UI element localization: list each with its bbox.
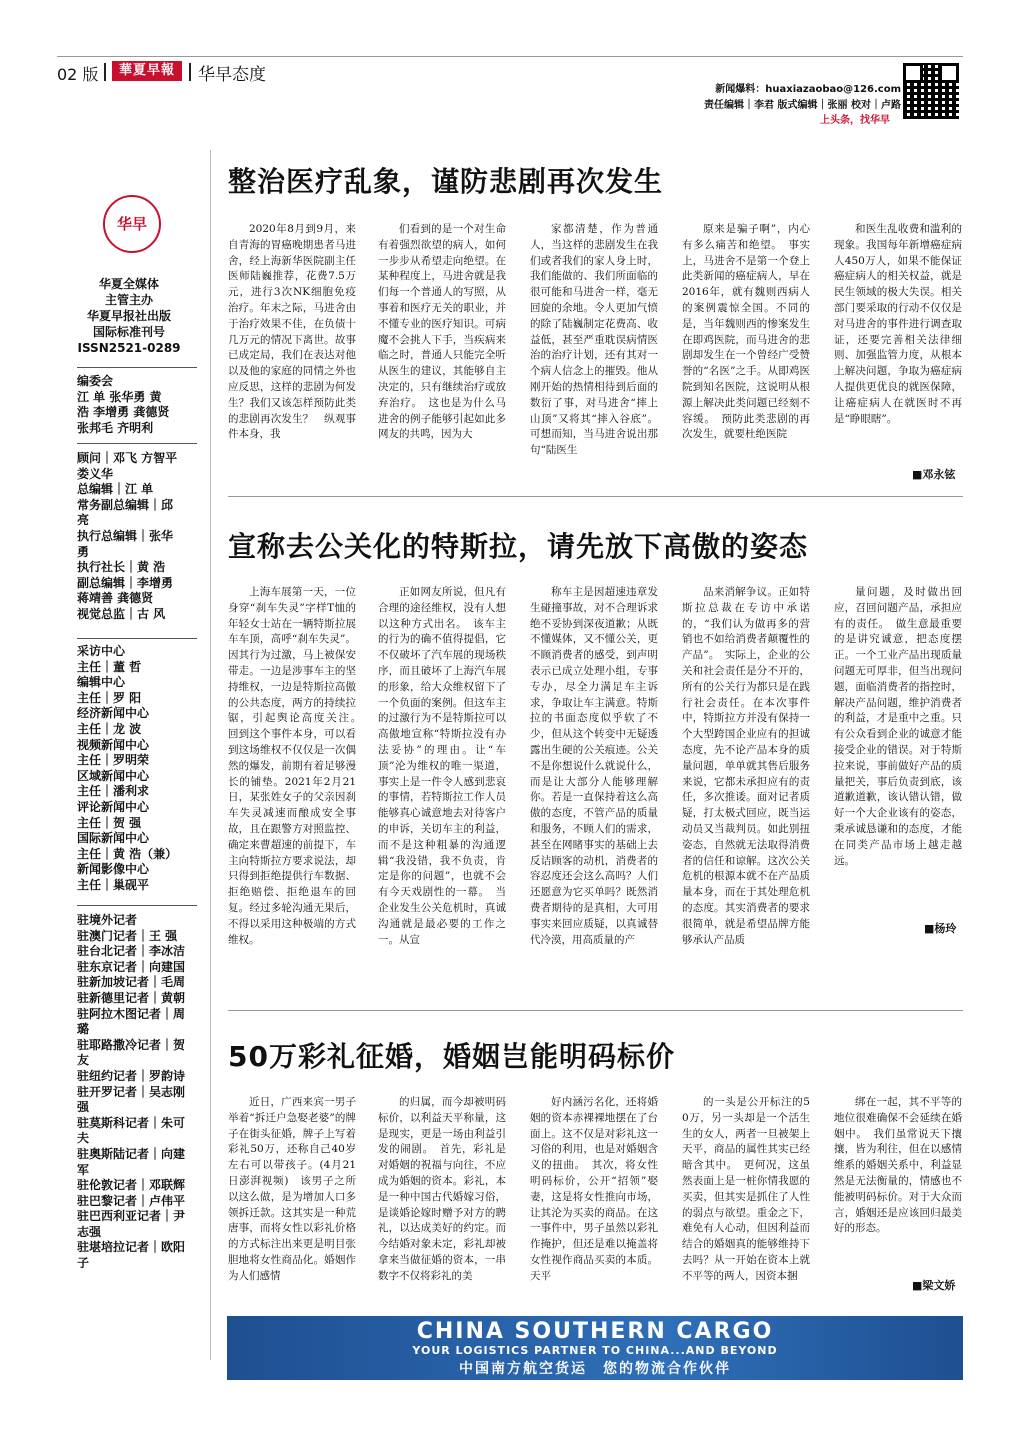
sidebar-line: 常务副总编辑｜邱 — [77, 497, 174, 512]
sidebar-line: 驻伦敦记者｜邓联辉 — [77, 1178, 186, 1193]
qr-code-icon — [903, 63, 959, 119]
article-column — [530, 222, 658, 459]
sidebar-line: 军 — [77, 1162, 90, 1177]
editorial-board — [77, 374, 197, 436]
sidebar-line: 驻奥斯陆记者｜向建 — [77, 1146, 186, 1161]
sidebar-rule — [210, 150, 211, 1360]
paragraph: 品来消解争议。正如特斯拉总裁在专访中承诺的，“我们认为做再多的营销也不如给消费者颠覆性的产品”。 实际上，企业的公关和社会责任是分不开的，所有的公关行为都只是在践行社会责任。在本次事件中，特斯拉方并没有保持一个大型跨国企业应有的担诚态度，先不论产品本身的质量问题，单单就其售后服务来说，它都未承担应有的责任，多次推诿。面对记者质疑，打太极式回应，既当运动员又当裁判员。如此别扭姿态，自然就无法取得消费者的信任和谅解。这次公关危机的根源本就不在产品质量本身，而在于其处理危机的态度。其实消费者的要求很简单，就是希望品牌方能够承认产品质 — [682, 586, 810, 946]
sidebar-line: 区域新闻中心 — [77, 768, 150, 783]
sidebar-divider — [77, 905, 197, 906]
sidebar-line: 勇 — [77, 544, 90, 559]
sidebar-line: 志强 — [77, 1224, 102, 1239]
publisher-info — [60, 276, 198, 356]
foreign-reporters — [77, 913, 197, 1272]
sidebar-line: 副总编辑｜李增勇 — [77, 575, 174, 590]
article-column — [682, 1095, 810, 1285]
section-title: 华早态度 — [198, 65, 266, 85]
page-number: 02 版 — [57, 65, 99, 84]
paragraph: 和医生乱收费和滥利的现象。我国每年新增癌症病人450万人，如果不能保证癌症病人的相关权益，就是民生领域的极大失误。相关部门要采取的行动不仅仅是对马进舍的事件进行调查取证，还要完善相关法律细则、加强监管力度，从根本上解决问题，争取为癌症病人提供更优良的就医保障，让癌症病人在就医时不再是“睁眼瞎”。 — [834, 223, 962, 425]
department-list — [77, 644, 197, 894]
article-column — [834, 1095, 962, 1237]
newspaper-logo: 華夏早報 — [112, 61, 182, 81]
article-title: 宣称去公关化的特斯拉，请先放下高傲的姿态 — [228, 530, 809, 563]
sidebar-line: 顾问｜邓飞 方智平 — [77, 451, 178, 465]
article-divider — [228, 496, 963, 497]
sidebar-line: 主任｜黄 浩（兼） — [77, 846, 178, 861]
paragraph: 的一头是公开标注的50万，另一头却是一个活生生的女人，两者一旦被架上天平，商品的属性其实已经暗含其中。 更何况，这虽然表面上是一桩你情我愿的买卖，但其实是抓住了人性的弱点与欲望。重金之下，难免有人心动，但因利益而结合的婚姻真的能够维持下去吗？从一开始在资本上就不平等的两人，因资本捆 — [682, 1096, 810, 1282]
sidebar-line: 驻纽约记者｜罗韵诗 — [77, 1068, 186, 1083]
sidebar-line: 主任｜龙 波 — [77, 721, 142, 736]
sidebar-line: 执行总编辑｜张华 — [77, 528, 174, 543]
publisher-line: ISSN2521-0289 — [77, 341, 181, 355]
paragraph: 称车主是因超速违章发生碰撞事故，对不合理诉求绝不妥协到深夜道歉；从既不懂媒体，又不懂公关，更不顾消费者的感受，到声明表示已成立处理小组，专事专办，尽全力满足车主诉求，争取让车主满意。特斯拉的书面态度似乎软了不少，但从这个转变中无疑透露出生硬的公关痕迹。公关不是你想说什么就说什么，而是让大部分人能够理解你。若是一直保持着这么高傲的态度，不管产品的质量和服务，不顾人们的需求，甚至在网睹事实的基础上去反诘顾客的动机，消费者的容忍度还会这么高吗？人们还愿意为它买单吗？既然消费者期待的是真相，大可用事实来回应质疑，以真诚替代冷漠，用高质量的产 — [530, 586, 658, 946]
sidebar-line: 驻巴黎记者｜卢伟平 — [77, 1193, 186, 1208]
sidebar-line: 蒋靖善 龚德贤 — [77, 591, 154, 606]
paragraph: 正如网友所说，但凡有合理的途径维权，没有人想以这种方式出名。 该车主的行为的确不值得提倡，它不仅破坏了汽车展的现场秩序，而且破坏了上海汽车展的形象，给大众维权留下了一个负面的案例。但这车主的过激行为不是特斯拉可以高傲地宣称“特斯拉没有办法妥协”的理由。让“车顶”沦为维权的唯一渠道，事实上是一件令人感到悲哀的事情，若特斯拉工作人员能够真心诚意地去对待客户的申诉，关切车主的利益，而不是这种粗暴的沟通逻辑“我没错，我不负责，肯定是你的问题”，也就不会有今天戏剧性的一幕。 当企业发生公关危机时，真诚沟通就是最必要的工作之一。从宣 — [378, 586, 506, 946]
article-author: ■杨玲 — [924, 922, 957, 935]
sidebar-divider — [77, 443, 197, 444]
article-column — [228, 222, 356, 443]
sidebar-line: 驻东京记者｜向建国 — [77, 959, 186, 974]
sidebar-line: 主任｜罗明荣 — [77, 753, 150, 768]
sidebar-line: 驻开罗记者｜吴志刚 — [77, 1084, 186, 1099]
sidebar-line: 驻境外记者 — [77, 913, 138, 927]
paragraph: 好内涵污名化，还将婚姻的资本赤裸裸地摆在了台面上。这不仅是对彩礼这一习俗的利用，也是对婚姻含义的扭曲。 其次，将女性明码标价，公开“招领”娶妻，这是将女性推向市场，让其沦为买卖的商品。在这一事件中，男子虽然以彩礼作掩护，但还是难以掩盖将女性视作商品买卖的本质。天平 — [530, 1096, 658, 1282]
sidebar-line: 驻台北记者｜李冰洁 — [77, 944, 186, 959]
sidebar-line: 评论新闻中心 — [77, 799, 150, 814]
sidebar-line: 驻莫斯科记者｜朱可 — [77, 1115, 186, 1130]
top-rule — [57, 56, 963, 57]
sidebar-line: 执行社长｜黄 浩 — [77, 560, 166, 575]
article-column — [378, 1095, 506, 1285]
editors-line: 责任编辑｜李君 版式编辑｜张丽 校对｜卢路 — [704, 100, 901, 111]
publisher-line: 主管主办 — [104, 293, 153, 307]
sidebar-line: 璐 — [77, 1022, 90, 1037]
paragraph: 量问题，及时做出回应，召回问题产品，承担应有的责任。 做生意最重要的是讲究诚意，把态度摆正。一个工业产品出现质量问题无可厚非，但当出现问题，面临消费者的指控时，解决产品问题，维护消费者的利益，才是重中之重。只有公众看到企业的诚意才能接受企业的错误。对于特斯拉来说，事前做好产品的质量把关，事后负责到底，该道歉道歉，该认错认错，做好一个大企业该有的姿态，秉承诚恳谦和的态度，才能在同类产品市场上越走越远。 — [834, 586, 962, 867]
publisher-line: 国际标准刊号 — [92, 325, 165, 339]
article-column — [530, 585, 658, 948]
cargo-advertisement[interactable] — [227, 1316, 963, 1380]
sidebar-line: 浩 李增勇 龚德贤 — [77, 405, 170, 420]
sidebar-line: 强 — [77, 1100, 90, 1115]
sidebar-line: 娄义华 — [77, 466, 114, 481]
publisher-line: 华夏全媒体 — [98, 277, 159, 291]
article-column — [530, 1095, 658, 1285]
article-column — [378, 585, 506, 948]
banner-title: CHINA SOUTHERN CARGO — [416, 1319, 774, 1344]
paragraph: 2020年8月到9月，来自青海的胃癌晚期患者马进舍，经上海新华医院副主任医师陆巍推荐，花费7.5万元，进行3次NK细胞免疫治疗。年末之际，马进舍由于治疗效果不佳，在负债十几万元的情况下离世。故事已成定局，我们在表达对他以及他的家庭的同情之外也应反思，这样的悲剧为何发生？我们又该怎样预防此类的悲剧再次发生？ 纵观事件本身，我 — [228, 223, 356, 441]
article-column — [682, 222, 810, 443]
sidebar-line: 夫 — [77, 1131, 90, 1146]
sidebar-line: 编委会 — [77, 374, 114, 388]
sidebar-line: 主任｜巢砚平 — [77, 877, 150, 892]
article-title: 整治医疗乱象，谨防悲剧再次发生 — [228, 165, 664, 198]
article-column — [378, 222, 506, 443]
sidebar-line: 张邦毛 齐明利 — [77, 420, 154, 435]
contact-line: 新闻爆料：huaxiazaobao@126.com — [715, 84, 901, 95]
article-divider — [228, 1010, 963, 1011]
sidebar-line: 主任｜贺 强 — [77, 815, 142, 830]
divider — [104, 63, 106, 81]
sidebar-divider — [77, 638, 197, 639]
sidebar-line: 亮 — [77, 513, 90, 528]
paragraph: 们看到的是一个对生命有着强烈欲望的病人，如何一步步从希望走向绝望。在某种程度上，马进舍就是我们每一个普通人的写照，从事着和医疗无关的职业，并不懂专业的医疗知识。可病魔不会挑人下手，当疾病来临之时，普通人只能完全听从医生的建议，其能够自主决定的，只有继续治疗或放弃治疗。 这也是为什么马进舍的例子能够引起如此多网友的共鸣，因为大 — [378, 223, 506, 441]
sidebar-line: 主任｜罗 阳 — [77, 690, 142, 705]
paragraph: 原来是骗子啊”，内心有多么痛苦和绝望。 事实上，马进舍不是第一个登上此类新闻的癌症病人，早在2016年，就有魏则西病人的案例震惊全国。不同的是，当年魏则西的惨案发生在即鸡医院，而马进舍的悲剧却发生在一个曾经广受赞誉的“名医”之手。从即鸡医院到知名医院，这说明从根源上解决此类问题已经刻不容缓。 预防此类悲剧的再次发生，就要杜绝医院 — [682, 223, 810, 441]
sidebar-line: 驻巴西利亚记者｜尹 — [77, 1209, 186, 1224]
sidebar-line: 驻堪培拉记者｜欧阳 — [77, 1240, 186, 1255]
paragraph: 家都清楚，作为普通人，当这样的悲剧发生在我们或者我们的家人身上时，我们能做的、我们所面临的很可能和马进舍一样，毫无回旋的余地。令人更加气愤的除了陆巍制定花费高、收益低，甚至严重耽误病情医治的治疗计划，还有其对一个病人信念上的摧毁。他从刚开始的热情相待到后面的数衍了事，对马进舍“摔上山顶”又将其“摔入谷底”。可想而知，当马进舍说出那句“陆医生 — [530, 223, 658, 457]
article-column — [682, 585, 810, 948]
sidebar-line: 驻新德里记者｜黄朝 — [77, 990, 186, 1005]
paragraph: 的归属，而今却被明码标价，以利益天平称量，这是现实，更是一场由利益引发的闹剧。 首先，彩礼是对婚姻的祝福与向往，不应成为婚姻的资本。彩礼，本是一种中国古代婚嫁习俗，是谈婚论嫁时赠予对方的聘礼，以达成美好的约定。而今结婚对象未定，彩礼却被拿来当做征婚的资本，一串数字不仅将彩礼的美 — [378, 1096, 506, 1282]
article-column — [228, 585, 367, 948]
slogan: 上头条，找华早 — [820, 115, 890, 126]
sidebar-line: 新闻影像中心 — [77, 862, 150, 877]
publisher-line: 华夏早报社出版 — [86, 309, 171, 323]
banner-chinese: 中国南方航空货运 您的物流合作伙伴 — [459, 1361, 731, 1377]
sidebar-line: 总编辑｜江 单 — [77, 482, 154, 497]
sidebar-line: 采访中心 — [77, 644, 126, 658]
staff-list — [77, 451, 197, 623]
sidebar-line: 江 单 张华勇 黄 — [77, 389, 162, 404]
article-column — [834, 222, 962, 427]
sidebar-line: 国际新闻中心 — [77, 831, 150, 846]
sidebar-line: 驻澳门记者｜王 强 — [77, 928, 178, 943]
sidebar-line: 视频新闻中心 — [77, 737, 150, 752]
sidebar-line: 经济新闻中心 — [77, 706, 150, 721]
sidebar-divider — [77, 367, 197, 368]
sidebar-line: 主任｜潘利求 — [77, 784, 150, 799]
sidebar-line: 编辑中心 — [77, 675, 126, 690]
sidebar-line: 子 — [77, 1256, 90, 1271]
paragraph: 上海车展第一天，一位身穿“刹车失灵”字样T恤的年轻女士站在一辆特斯拉展车车顶，高呼“刹车失灵”。因其行为过激，马上被保安带走。一边是涉事车主的坚持维权，一边是特斯拉高傲的公共态度，两方的持续拉锯，引起舆论高度关注。 回到这个事件本身，可以看到这场维权不仅仅是一次偶然的爆发，前期有着足够漫长的铺垫。2021年2月21日，某张姓女子的父亲因刹车失灵减速而酿成安全事故，且在跟警方对照监控、确定来曹超速的前提下，车主向特斯拉方要求说法，却只得到拒绝提供行车数据、拒绝赔偿、拒绝退车的回复。经过多轮沟通无果后，不得以采用这种极端的方式维权。 — [228, 586, 367, 946]
banner-tagline: YOUR LOGISTICS PARTNER TO CHINA...AND BEYOND — [412, 1344, 778, 1357]
sidebar-line: 驻耶路撒冷记者｜贺 — [77, 1037, 186, 1052]
article-column — [834, 585, 962, 869]
article-author: ■邓永铉 — [912, 468, 956, 481]
divider — [189, 63, 191, 81]
article-author: ■梁文娇 — [912, 1279, 956, 1292]
sidebar-line: 友 — [77, 1053, 90, 1068]
article-title: 50万彩礼征婚，婚姻岂能明码标价 — [228, 1040, 675, 1073]
masthead-seal: 华早 — [103, 195, 161, 253]
sidebar-line: 视觉总监｜古 风 — [77, 606, 166, 621]
sidebar-line: 驻新加坡记者｜毛周 — [77, 975, 186, 990]
article-column — [228, 1095, 356, 1285]
sidebar-line: 主任｜董 哲 — [77, 659, 142, 674]
paragraph: 绑在一起，其不平等的地位很难确保不会延续在婚姻中。 我们虽常说天下攘攘，皆为利往，但在以感情维系的婚姻关系中，利益显然是无法衡量的，情感也不能被明码标价。对于大众而言，婚姻还是应该回归最美好的形态。 — [834, 1096, 962, 1235]
sidebar-line: 驻阿拉木图记者｜周 — [77, 1006, 186, 1021]
paragraph: 近日，广西来宾一男子举着“拆迁户急娶老婆”的牌子在街头征婚，牌子上写着彩礼50万，还称自己40岁左右可以带孩子。(4月21日澎湃视频) 该男子之所以这么做，是为增加人口多领拆迁款。这其实是一种荒唐事，而将女性以彩礼价格的方式标注出来更是明目张胆地将女性商品化。婚姻作为人们感情 — [228, 1096, 356, 1282]
